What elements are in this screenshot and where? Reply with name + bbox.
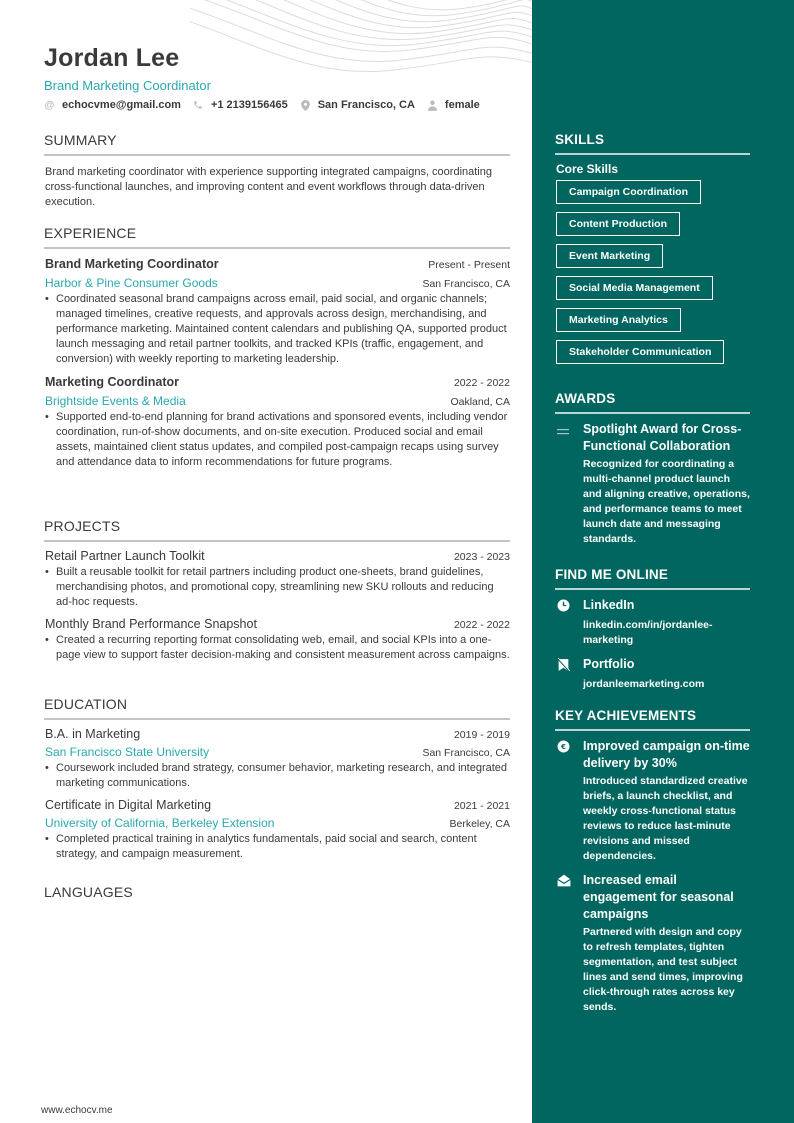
bookmark-slash-icon: [555, 656, 583, 692]
contact-row: [44, 99, 492, 111]
location-pin-icon: [300, 100, 311, 111]
project-entry: [44, 548, 510, 610]
online-label: LinkedIn: [583, 598, 635, 612]
education-bullet: • Coursework included brand strategy, consumer behavior, marketing research, and integrated marketing communications.: [45, 761, 510, 791]
education-section: [44, 696, 510, 868]
project-date: 2023 - 2023: [453, 551, 510, 563]
projects-section: [44, 518, 510, 669]
section-title: PROJECTS: [44, 518, 510, 542]
job-date: Present - Present: [428, 259, 510, 271]
achievement-description: Partnered with design and copy to refresh templates, tighten segmentation, and test subject lines and send times, improving click-through rates across key sends.: [583, 926, 743, 1013]
online-url[interactable]: linkedin.com/in/jordanlee-marketing: [583, 619, 713, 646]
company-name: Brightside Events & Media: [45, 394, 186, 408]
online-url[interactable]: jordanleemarketing.com: [583, 678, 705, 690]
skills-subtitle: Core Skills: [556, 162, 619, 176]
experience-entry: [44, 373, 510, 470]
award-item: [555, 421, 750, 547]
section-title: LANGUAGES: [44, 884, 133, 900]
clock-icon: [555, 597, 583, 648]
job-title: Brand Marketing Coordinator: [45, 257, 219, 271]
skill-tag: Content Production: [556, 212, 680, 236]
project-title: Monthly Brand Performance Snapshot: [45, 617, 257, 631]
section-title: KEY ACHIEVEMENTS: [555, 708, 750, 731]
online-label: Portfolio: [583, 657, 635, 671]
person-icon: [427, 100, 438, 111]
experience-entry: [44, 255, 510, 367]
achievement-title: Improved campaign on-time delivery by 30%: [583, 739, 750, 770]
euro-coin-icon: [555, 738, 583, 864]
education-entry: [44, 726, 510, 791]
summary-section: [44, 132, 510, 210]
skill-tag: Stakeholder Communication: [556, 340, 724, 364]
education-bullet: • Completed practical training in analytics fundamentals, paid social and search, content strategy, and campaign measurement.: [45, 832, 510, 862]
contact-email[interactable]: [44, 99, 181, 111]
skill-tag: Marketing Analytics: [556, 308, 681, 332]
online-item-linkedin[interactable]: [555, 597, 750, 648]
candidate-name: Jordan Lee: [44, 44, 180, 72]
job-title: Marketing Coordinator: [45, 375, 180, 389]
contact-phone[interactable]: [193, 99, 288, 111]
education-date: 2019 - 2019: [453, 729, 510, 741]
education-date: 2021 - 2021: [453, 800, 510, 812]
project-bullet: • Built a reusable toolkit for retail partners including product one-sheets, brand guidelines, merchandising photos, and promotional copy, streamlining new SKU rollouts and reducing ad-hoc requests.: [45, 565, 510, 610]
job-date: 2022 - 2022: [453, 377, 510, 389]
decorative-waves: [190, 0, 532, 90]
achievement-item: [555, 872, 750, 1015]
summary-text: Brand marketing coordinator with experience supporting integrated campaigns, coordinating cross-functional launches, and improving content and event workflows through data-driven execution.: [45, 166, 492, 208]
contact-location: [300, 99, 415, 111]
achievement-description: Introduced standardized creative briefs, a launch checklist, and weekly cross-functional status reviews to reduce last-minute revisions and missed dependencies.: [583, 775, 748, 862]
section-title: AWARDS: [555, 391, 750, 414]
contact-gender: [427, 99, 480, 111]
awards-section: [555, 391, 750, 555]
at-icon: @: [44, 99, 55, 111]
phone-icon: [193, 100, 204, 111]
project-title: Retail Partner Launch Toolkit: [45, 549, 205, 563]
gender-text: female: [444, 99, 480, 111]
phone-text: +1 2139156465: [210, 99, 288, 111]
degree-title: B.A. in Marketing: [45, 727, 141, 741]
languages-section: [44, 884, 510, 900]
online-item-portfolio[interactable]: [555, 656, 750, 692]
skill-tag: Event Marketing: [556, 244, 663, 268]
job-location: Oakland, CA: [450, 396, 510, 408]
school-name: University of California, Berkeley Extension: [45, 816, 275, 830]
school-name: San Francisco State University: [45, 745, 210, 759]
experience-section: [44, 225, 510, 476]
svg-text:€: €: [561, 742, 566, 752]
online-section: [555, 567, 750, 700]
achievements-section: [555, 708, 750, 1023]
job-location: San Francisco, CA: [422, 278, 510, 290]
envelope-open-icon: [555, 872, 583, 1015]
award-title: Spotlight Award for Cross-Functional Collaboration: [583, 422, 742, 453]
sidebar: [532, 0, 794, 1123]
school-location: San Francisco, CA: [422, 747, 510, 759]
project-date: 2022 - 2022: [453, 619, 510, 631]
degree-title: Certificate in Digital Marketing: [45, 798, 212, 812]
job-bullet: • Coordinated seasonal brand campaigns across email, paid social, and organic channels; managed timelines, creative requests, and approvals across design, merchandising, and performance marketing. Maintained content calendars and publishing QA, supported product launch messaging and retail partner toolkits, and tracked KPIs (traffic, engagement, and conversion) with weekly reporting to marketing leadership.: [45, 292, 510, 367]
skills-section: [555, 132, 750, 372]
education-entry: [44, 797, 510, 862]
company-name: Harbor & Pine Consumer Goods: [45, 276, 218, 290]
job-bullet: • Supported end-to-end planning for brand activations and sponsored events, including vendor coordination, run-of-show documents, and on-site execution. Produced social and email assets, maintained client status updates, and compiled post-campaign recaps using survey and attendance data to inform recommendations for future programs.: [45, 410, 510, 470]
email-text: echocvme@gmail.com: [62, 99, 181, 111]
skill-tag: Campaign Coordination: [556, 180, 701, 204]
section-title: FIND ME ONLINE: [555, 567, 750, 590]
achievement-item: [555, 738, 750, 864]
skill-list: [555, 180, 750, 372]
project-bullet: • Created a recurring reporting format consolidating web, email, and social KPIs into a one-page view to support faster decision-making and consistent measurement across campaigns.: [45, 633, 510, 663]
achievement-title: Increased email engagement for seasonal campaigns: [583, 873, 734, 921]
award-lines-icon: [555, 421, 583, 547]
skill-tag: Social Media Management: [556, 276, 713, 300]
section-title: EDUCATION: [44, 696, 510, 720]
section-title: SUMMARY: [44, 132, 510, 156]
section-title: SKILLS: [555, 132, 750, 155]
footer-link[interactable]: www.echocv.me: [41, 1105, 113, 1116]
section-title: EXPERIENCE: [44, 225, 510, 249]
candidate-role: Brand Marketing Coordinator: [44, 78, 211, 93]
project-entry: [44, 616, 510, 663]
location-text: San Francisco, CA: [317, 99, 415, 111]
school-location: Berkeley, CA: [449, 818, 510, 830]
award-description: Recognized for coordinating a multi-channel product launch and aligning creative, operations, and performance teams to meet launch date and messaging standards.: [583, 458, 750, 545]
